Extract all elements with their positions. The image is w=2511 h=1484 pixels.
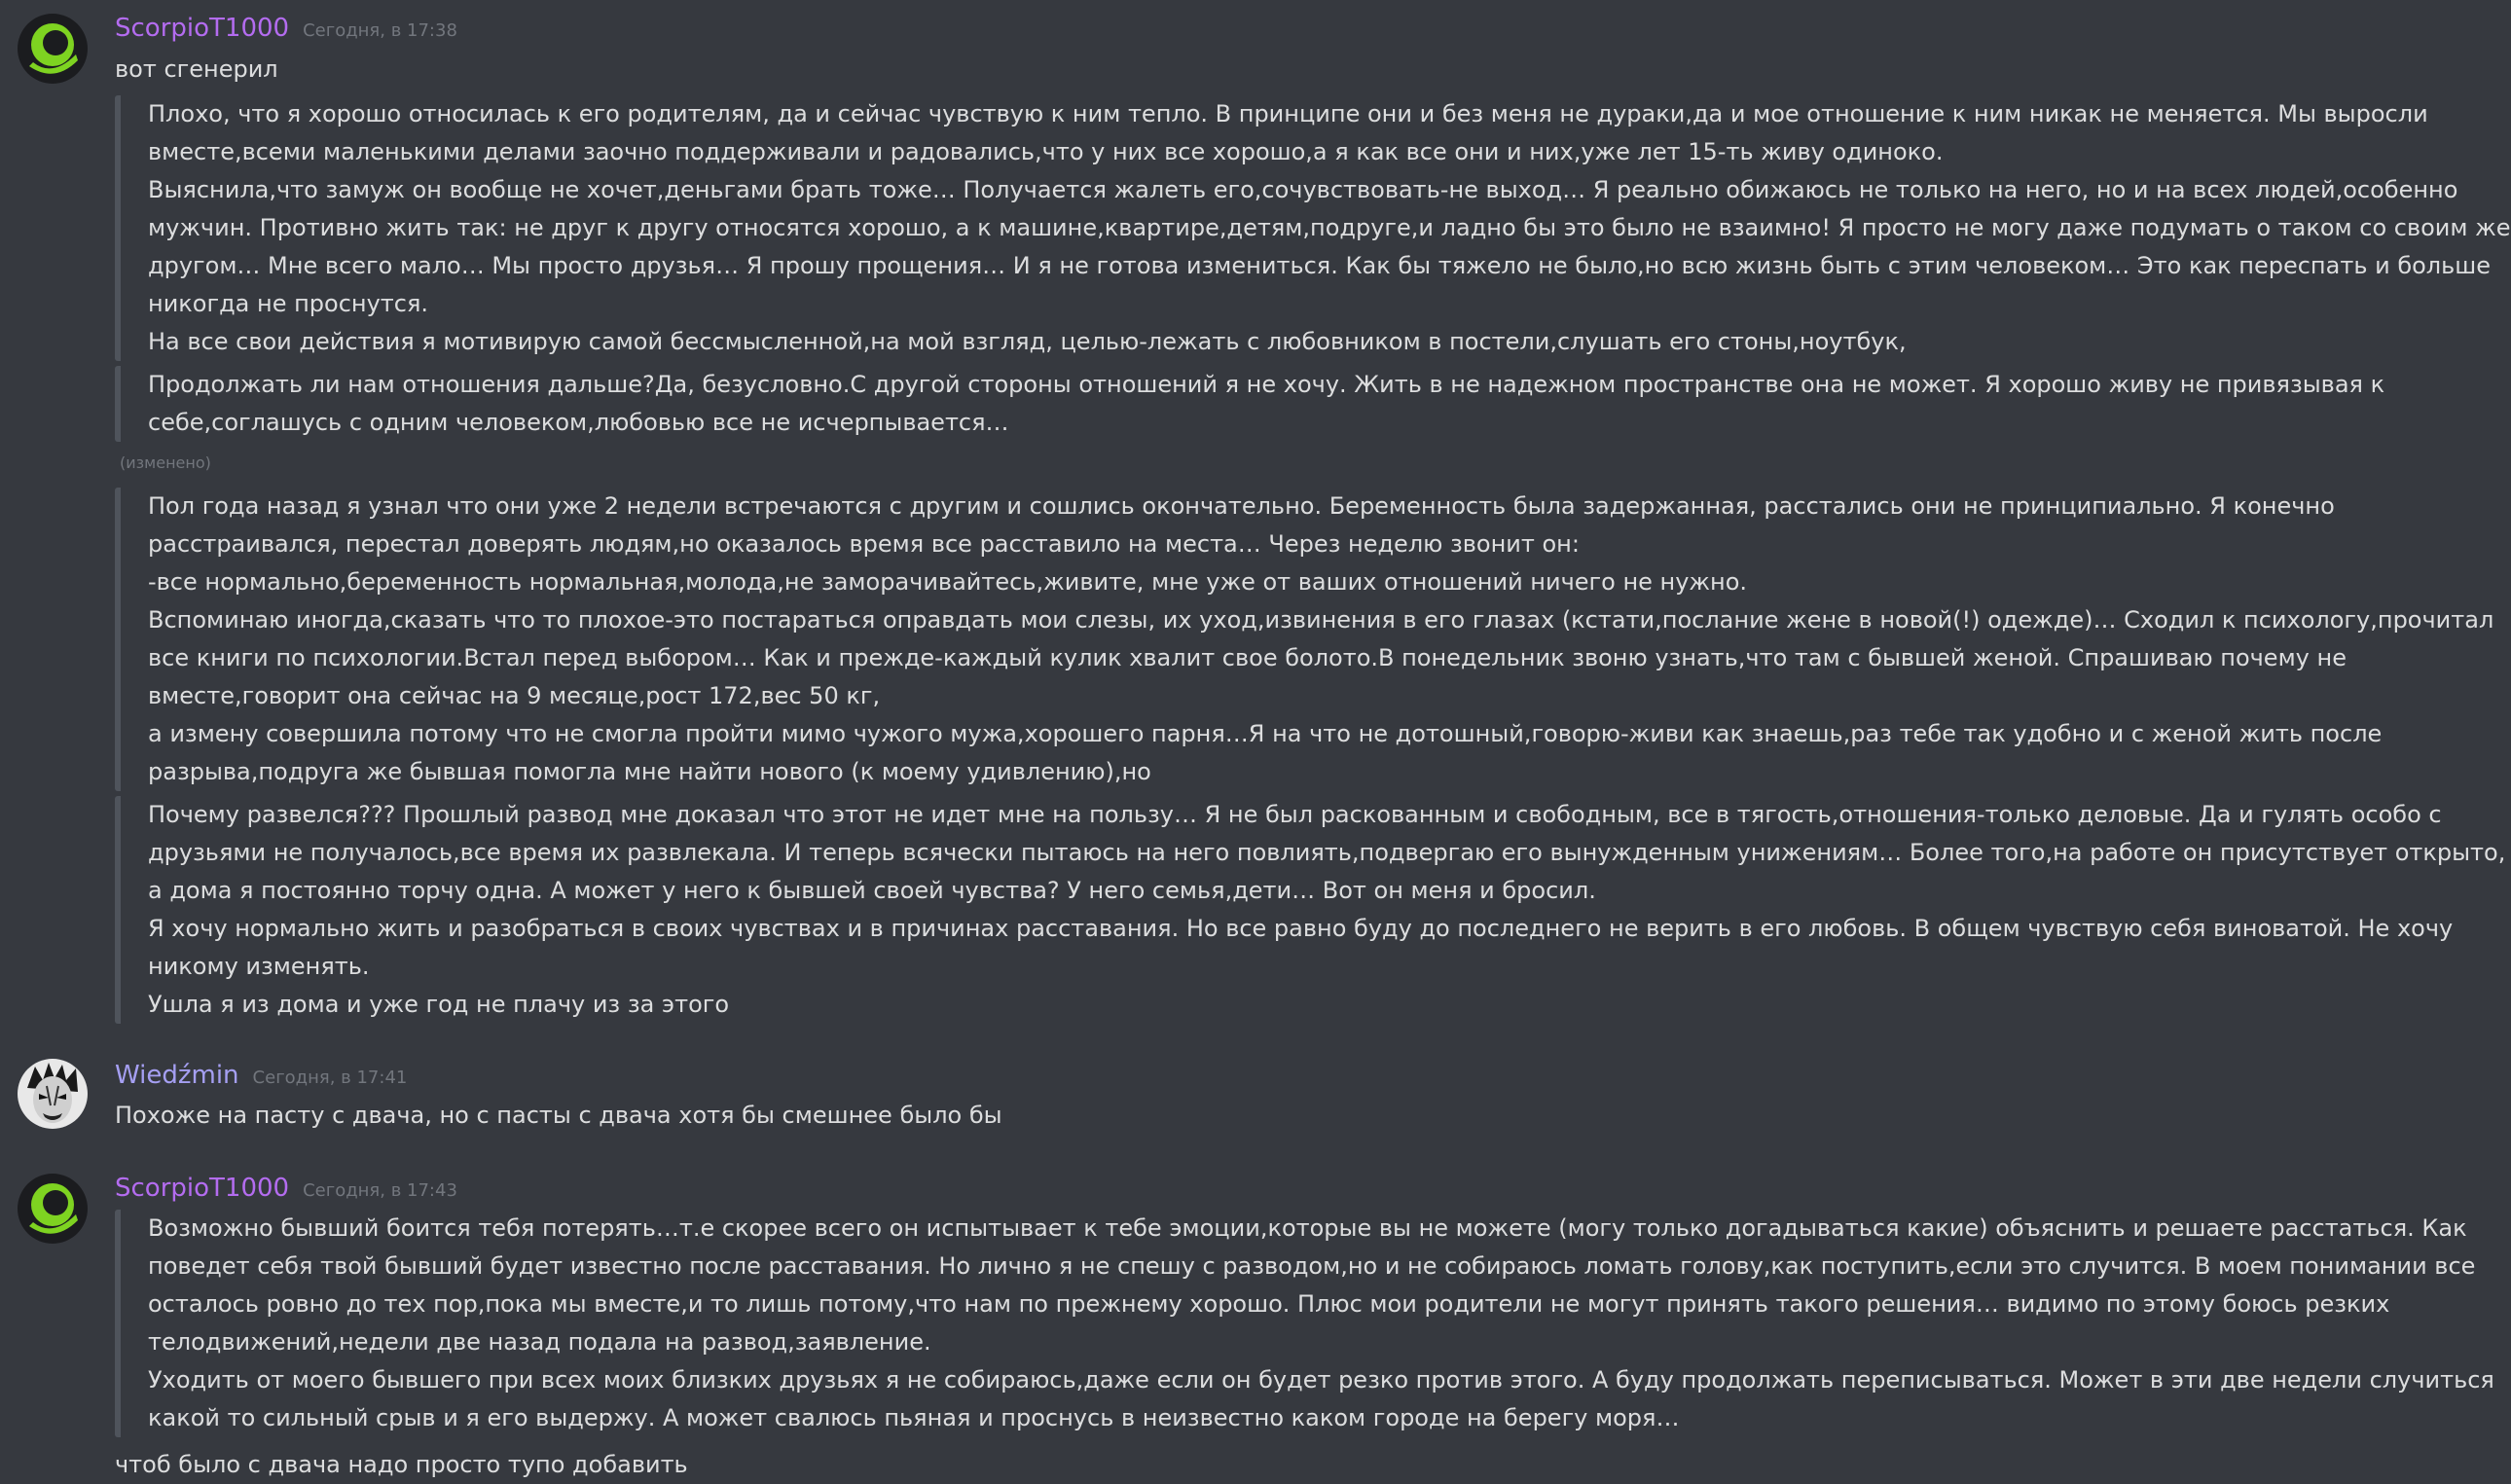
message-text: Похоже на пасту с двача, но с пасты с двача хотя бы смешнее было бы	[115, 1102, 1002, 1129]
quote-line: Выяснила,что замуж он вообще не хочет,деньгами брать тоже… Получается жалеть его,сочувствовать-не выход… Я реально обижаюсь не только на него, но и на всех людей,особенно	[148, 176, 2458, 203]
quote-line: Я хочу нормально жить и разобраться в своих чувствах и в причинах расставания. Но все равно буду до последнего не верить в его любовь. В общем чувствую себя виноватой. Не хочу	[148, 915, 2454, 942]
username[interactable]: ScorpioT1000	[115, 1174, 290, 1203]
quote-line: Уходить от моего бывшего при всех моих близких друзьях я не собираюсь,даже если он будет резко против этого. А буду продолжать переписываться. Может в эти две недели случиться	[148, 1366, 2494, 1394]
quote-line: другом… Мне всего мало… Мы просто друзья… Я прошу прощения… И я не готова измениться. Как бы тяжело не было,но всю жизнь быть с этим человеком… Это как переспать и больше	[148, 252, 2492, 279]
quote-line: Вспоминаю иногда,сказать что то плохое-это постараться оправдать мои слезы, их уход,извинения в его глазах (кстати,послание жене в новой(!) одежде)… Сходил к психологу,прочитал	[148, 606, 2494, 633]
blockquote	[115, 366, 2402, 442]
blockquote	[115, 1210, 2494, 1437]
quote-line: осталось ровно до тех пор,пока мы вместе,и то лишь потому,что нам по прежнему хорошо. Плюс мои родители не могут принять такого решения… видимо по этому боюсь резких	[148, 1290, 2390, 1318]
quote-line: -все нормально,беременность нормальная,молода,не заморачивайтесь,живите, мне уже от ваших отношений ничего не нужно.	[148, 568, 1748, 596]
quote-line: разрыва,подруга же бывшая помогла мне найти нового (к моему удивлению),но	[148, 758, 1151, 785]
quote-line: друзьями не получалось,все время их развлекала. И теперь всячески пытаюсь на него повлиять,подвергаю его вынужденным унижениям… Более того,на работе он присутствует открыто,	[148, 839, 2506, 866]
timestamp: Сегодня, в 17:41	[252, 1068, 408, 1088]
quote-line: а измену совершила потому что не смогла пройти мимо чужого мужа,хорошего парня…Я на что не дотошный,говорю-живи как знаешь,раз тебе так удобно и с женой жить после	[148, 720, 2383, 747]
avatar[interactable]	[18, 14, 88, 84]
quote-line: На все свои действия я мотивирую самой бессмысленной,на мой взгляд, целью-лежать с любовником в постели,слушать его стоны,ноутбук,	[148, 328, 1907, 355]
quote-line: поведет себя твой бывший будет известно после расставания. Но лично я не спешу с разводом,но и не собираюсь ломать голову,как поступить,если это случится. В моем понимании все	[148, 1252, 2476, 1280]
quote-line: никому изменять.	[148, 953, 370, 980]
quote-line: вместе,всеми маленькими делами заочно поддерживали и радовались,что у них все хорошо,а я как все они и них,уже лет 15-ть живу одиноко.	[148, 138, 1944, 165]
quote-line: все книги по психологии.Встал перед выбором… Как и прежде-каждый кулик хвалит свое болото.В понедельник звоню узнать,что там с бывшей женой. Спрашиваю почему не	[148, 644, 2347, 671]
quote-line: какой то сильный срыв и я его выдержу. А может свалюсь пьяная и проснусь в неизвестно каком городе на берегу моря…	[148, 1404, 1680, 1431]
message-header	[115, 1061, 407, 1090]
blockquote	[115, 488, 2494, 791]
message-text: чтоб было с двача надо просто тупо добавить	[115, 1451, 688, 1478]
timestamp: Сегодня, в 17:43	[303, 1180, 457, 1201]
quote-line: себе,соглашусь с одним человеком,любовью все не исчерпывается…	[148, 409, 1009, 436]
message-text: вот сгенерил	[115, 55, 278, 83]
username[interactable]: Wiedźmin	[115, 1061, 239, 1090]
avatar[interactable]	[18, 1174, 88, 1244]
quote-line: никогда не проснутся.	[148, 290, 429, 317]
quote-line: телодвижений,недели две назад подала на развод,заявление.	[148, 1328, 931, 1356]
message-header	[115, 1174, 457, 1203]
blockquote	[115, 95, 2511, 361]
username[interactable]: ScorpioT1000	[115, 14, 290, 43]
quote-line: расстраивался, перестал доверять людям,но оказалось время все расставило на места… Через неделю звонит он:	[148, 530, 1580, 558]
green-disc-logo-icon	[18, 14, 88, 84]
quote-line: мужчин. Противно жить так: не друг к другу относятся хорошо, а к машине,квартире,детям,подруге,и ладно бы это было не взаимно! Я просто не могу даже подумать о таком со своим же	[148, 214, 2511, 241]
avatar[interactable]	[18, 1059, 88, 1129]
quote-line: Продолжать ли нам отношения дальше?Да, безусловно.С другой стороны отношений я не хочу. Жить в не надежном пространстве она не может. Я хорошо живу не привязывая к	[148, 371, 2385, 398]
blockquote	[115, 796, 2506, 1024]
quote-line: а дома я постоянно торчу одна. А может у него к бывшей своей чувства? У него семья,дети… Вот он меня и бросил.	[148, 877, 1596, 904]
quote-line: вместе,говорит она сейчас на 9 месяце,рост 172,вес 50 кг,	[148, 682, 881, 709]
berserk-face-avatar-icon	[18, 1059, 88, 1129]
quote-line: Ушла я из дома и уже год не плачу из за этого	[148, 991, 730, 1018]
quote-line: Пол года назад я узнал что они уже 2 недели встречаются с другим и сошлись окончательно. Беременность была задержанная, расстались они не принципиально. Я конечно	[148, 492, 2335, 520]
quote-line: Почему развелся??? Прошлый развод мне доказал что этот не идет мне на пользу… Я не был раскованным и свободным, все в тягость,отношения-только деловые. Да и гулять особо с	[148, 801, 2442, 828]
timestamp: Сегодня, в 17:38	[303, 20, 457, 41]
message-header	[115, 14, 457, 43]
edited-label: (изменено)	[120, 453, 211, 472]
green-disc-logo-icon	[18, 1174, 88, 1244]
quote-line: Плохо, что я хорошо относилась к его родителям, да и сейчас чувствую к ним тепло. В принципе они и без меня не дураки,да и мое отношение к ним никак не меняется. Мы выросли	[148, 100, 2428, 127]
quote-line: Возможно бывший боится тебя потерять…т.е скорее всего он испытывает к тебе эмоции,которые вы не можете (могу только догадываться какие) объяснить и решаете расстаться. Как	[148, 1214, 2467, 1242]
